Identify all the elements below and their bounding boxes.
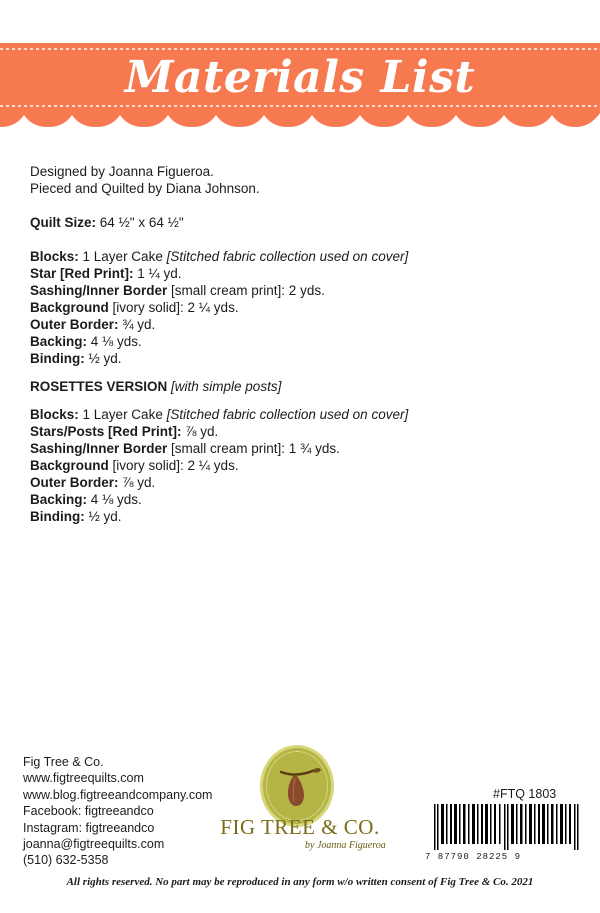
material-text: ½ yd. — [84, 351, 122, 366]
material-item — [30, 440, 585, 457]
rosettes-heading — [30, 378, 585, 395]
material-label: Sashing/Inner Border — [30, 441, 168, 456]
material-note: [Stitched fabric collection used on cover] — [166, 249, 409, 264]
material-label: Blocks: — [30, 249, 79, 264]
quilter-credit: Pieced and Quilted by Diana Johnson. — [30, 181, 260, 196]
material-item — [30, 333, 585, 350]
material-label: Background — [30, 300, 109, 315]
rosettes-materials-list — [30, 406, 585, 525]
material-label: Outer Border: — [30, 475, 119, 490]
quilt-size-label: Quilt Size: — [30, 215, 97, 230]
page-title: Materials List — [124, 52, 476, 103]
material-label: Backing: — [30, 334, 88, 349]
material-item — [30, 265, 585, 282]
rosettes-subtitle: [with simple posts] — [167, 379, 282, 394]
material-text: [small cream print]: 1 ¾ yds. — [167, 441, 340, 456]
rosettes-title: ROSETTES VERSION — [30, 379, 168, 394]
barcode-graphic — [432, 804, 582, 850]
instagram-handle[interactable]: Instagram: figtreeandco — [23, 820, 155, 835]
material-label: Stars/Posts [Red Print]: — [30, 424, 182, 439]
material-item — [30, 491, 585, 508]
material-text: 1 Layer Cake — [78, 407, 167, 422]
email-link[interactable]: joanna@figtreequilts.com — [23, 837, 165, 852]
pattern-number: #FTQ 1803 — [493, 787, 557, 801]
material-text: [small cream print]: 2 yds. — [167, 283, 325, 298]
website-link[interactable]: www.figtreequilts.com — [23, 771, 144, 786]
quilt-size-value: 64 ½" x 64 ½" — [96, 215, 184, 230]
barcode-number: 7 87790 28225 9 — [425, 852, 522, 862]
material-label: Star [Red Print]: — [30, 266, 134, 281]
material-label: Binding: — [30, 351, 85, 366]
material-item — [30, 248, 585, 265]
designer-credit: Designed by Joanna Figueroa. — [30, 164, 214, 179]
material-text: ⅞ yd. — [118, 475, 156, 490]
material-text: ½ yd. — [84, 509, 122, 524]
material-note: [Stitched fabric collection used on cover] — [166, 407, 409, 422]
material-text: [ivory solid]: 2 ¼ yds. — [108, 300, 239, 315]
material-text: 4 ⅛ yds. — [87, 334, 142, 349]
material-label: Binding: — [30, 509, 85, 524]
material-label: Sashing/Inner Border — [30, 283, 168, 298]
material-text: 1 Layer Cake — [78, 249, 167, 264]
materials-content — [30, 163, 585, 525]
material-item — [30, 350, 585, 367]
material-item — [30, 299, 585, 316]
material-label: Backing: — [30, 492, 88, 507]
blog-link[interactable]: www.blog.figtreeandcompany.com — [23, 787, 213, 802]
material-item — [30, 423, 585, 440]
quilt-size-line — [30, 214, 585, 231]
material-text: ¾ yd. — [118, 317, 156, 332]
material-item — [30, 406, 585, 423]
material-label: Background — [30, 458, 109, 473]
material-text: 1 ¼ yd. — [133, 266, 182, 281]
material-item — [30, 282, 585, 299]
material-item — [30, 316, 585, 333]
material-text: [ivory solid]: 2 ¼ yds. — [108, 458, 239, 473]
phone-number: (510) 632-5358 — [23, 853, 109, 868]
material-item — [30, 474, 585, 491]
company-name: Fig Tree & Co. — [23, 755, 104, 769]
material-text: ⅞ yd. — [181, 424, 219, 439]
material-label: Blocks: — [30, 407, 79, 422]
facebook-handle[interactable]: Facebook: figtreeandco — [23, 804, 154, 819]
logo-wordmark: FIG TREE & CO. — [220, 815, 380, 839]
main-materials-list — [30, 248, 585, 367]
copyright-notice: All rights reserved. No part may be reproduced in any form w/o written consent of Fig Tree & Co. 2021 — [66, 876, 534, 888]
contact-info — [23, 754, 212, 869]
logo-tagline: by Joanna Figueroa — [305, 840, 386, 851]
material-item — [30, 457, 585, 474]
fig-icon — [263, 748, 331, 824]
material-label: Outer Border: — [30, 317, 119, 332]
material-text: 4 ⅛ yds. — [87, 492, 142, 507]
material-item — [30, 508, 585, 525]
